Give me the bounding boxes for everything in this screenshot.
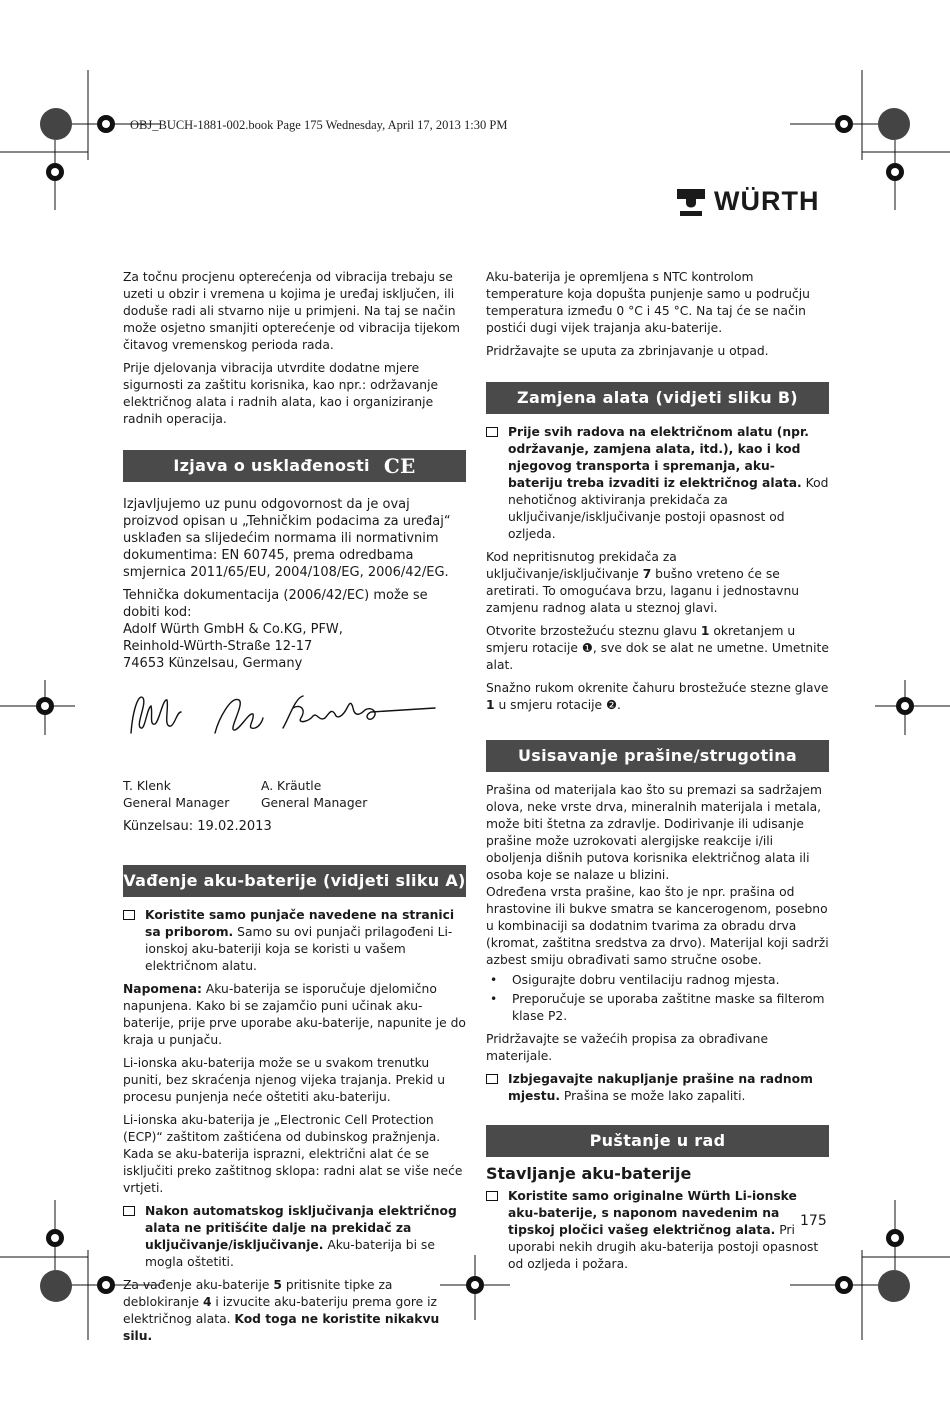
battery-insert-subheading: Stavljanje aku-baterije <box>486 1164 692 1183</box>
tool-change-heading: Zamjena alata (vidjeti sliku B) <box>486 382 829 414</box>
checkbox-icon <box>123 1206 135 1216</box>
warning-text: Samo su ovi punjači prilagođeni Li-ionskoj aku-bateriji koja se koristi u vašem električnom alatu. <box>145 925 453 973</box>
conformity-title: Izjava o usklađenosti <box>173 456 370 475</box>
warning-text: Aku-baterija bi se mogla oštetiti. <box>145 1238 435 1269</box>
signer-titles-row <box>123 795 466 812</box>
wurth-logo-icon <box>676 187 706 217</box>
regulations-paragraph: Pridržavajte se važećih propisa za obrađivane materijale. <box>486 1032 769 1063</box>
checklist-item <box>123 1203 466 1271</box>
warning-text: Pri uporabi nekih drugih aku-baterija postoji opasnost od ozljeda i požara. <box>508 1223 819 1271</box>
signer-name: A. Kräutle <box>261 779 322 793</box>
checkbox-icon <box>486 427 498 437</box>
signer-title: General Manager <box>123 796 230 810</box>
signer-title: General Manager <box>261 796 368 810</box>
checkbox-icon <box>486 1191 498 1201</box>
book-header: OBJ_BUCH-1881-002.book Page 175 Wednesday, April 17, 2013 1:30 PM <box>130 118 508 132</box>
signer-name: T. Klenk <box>123 779 171 793</box>
dust-hazard-paragraph: Prašina od materijala kao što su premazi sa sadržajem olova, neke vrste drva, mineralnih materijala i metala, može biti štetna za zdravlje. Dodirivanje ili udisanje prašine može uzrokovati alergijske reakcije i/ili oboljenja dišnih putova korisnika električnog alata ili osoba koje se nalaze u blizini. <box>486 783 822 882</box>
liion-charging-paragraph: Li-ionska aku-baterija može se u svakom trenutku puniti, bez skraćenja njenog vijeka trajanja. Prekid u procesu punjenja neće oštetiti aku-bateriju. <box>123 1056 446 1104</box>
brand-logo <box>676 186 819 217</box>
signatures-image <box>123 678 443 748</box>
place-date: Künzelsau: 19.02.2013 <box>123 819 272 834</box>
page-number: 175 <box>800 1213 827 1229</box>
checkbox-icon <box>486 1074 498 1084</box>
conformity-paragraph: Izjavljujemo uz punu odgovornost da je ovaj proizvod opisan u „Tehničkim podacima za uređaj“ usklađen sa slijedećim normama ili normativnim dokumentima: EN 60745, prema odredbama smjernica 2011/65/EU, 2004/108/EG, 2006/42/EG. <box>123 497 451 580</box>
note-paragraph <box>123 981 466 1049</box>
warning-bold: Koristite samo originalne Würth Li-ionske aku-baterije, s naponom navedenim na tipskoj pločici vašeg električnog alata. <box>508 1189 797 1237</box>
checkbox-icon <box>123 910 135 920</box>
startup-heading: Puštanje u rad <box>486 1125 829 1157</box>
ntc-paragraph: Aku-baterija je opremljena s NTC kontrolom temperature koja dopušta punjenje samo u području temperatura između 0 °C i 45 °C. Na taj će se način postići dugi vijek trajanja aku-baterije. <box>486 270 810 335</box>
note-label: Napomena: <box>123 982 202 996</box>
warning-text: Kod nehotičnog aktiviranja prekidača za uključivanje/isključivanje postoji opasnost od ozljeda. <box>508 476 829 541</box>
brand-name: WÜRTH <box>714 186 820 216</box>
bullet-icon: • <box>490 992 498 1006</box>
warning-bold: Izbjegavajte nakupljanje prašine na radnom mjestu. <box>508 1072 813 1103</box>
safety-measures-paragraph: Prije djelovanja vibracija utvrdite dodatne mjere sigurnosti za zaštitu korisnika, kao npr.: održavanje električnog alata i radnih alata, kao i organiziranje radnih operacija. <box>123 361 439 426</box>
note-text: Aku-baterija se isporučuje djelomično napunjena. Kako bi se zajamčio puni učinak aku-baterije, prije prve uporabe aku-baterije, napunite je do kraja u punjaču. <box>123 982 466 1047</box>
bullet-item: • Osigurajte dobru ventilaciju radnog mjesta. <box>486 972 829 989</box>
battery-removal-heading: Vađenje aku-baterije (vidjeti sliku A) <box>123 865 466 897</box>
address-line: 74653 Künzelsau, Germany <box>123 656 303 671</box>
ecp-paragraph: Li-ionska aku-baterija je „Electronic Cell Protection (ECP)“ zaštitom zaštićena od dubinskog pražnjenja. Kada se aku-baterija isprazni, električni alat će se isključiti preko zaštitnog sklopa: radni alat se više neće vrtjeti. <box>123 1113 463 1195</box>
warning-bold: Koristite samo punjače navedene na stranici sa priborom. <box>145 908 455 939</box>
right-column <box>486 269 829 1279</box>
checklist-item <box>486 424 829 543</box>
checklist-item <box>486 1071 829 1105</box>
close-chuck-paragraph: Snažno rukom okrenite čahuru brostežuće stezne glave 1 u smjeru rotacije ❷. <box>486 681 829 712</box>
documentation-address <box>123 587 466 672</box>
carcinogen-paragraph: Određena vrsta prašine, kao što je npr. prašina od hrastovine ili bukve smatra se kancerogenom, posebno u kombinaciji sa dodatnim tvarima za obradu drva (kromat, zaštitna sredstva za drvo). Materijal koji sadrži azbest smiju obrađivati samo stručne osobe. <box>486 885 829 967</box>
removal-paragraph: Za vađenje aku-baterije 5 pritisnite tipke za deblokiranje 4 i izvucite aku-bateriju prema gore iz električnog alata. Kod toga ne koristite nikakvu silu. <box>123 1278 440 1343</box>
bullet-item: • Preporučuje se uporaba zaštitne maske sa filterom klase P2. <box>486 991 829 1025</box>
vibration-paragraph: Za točnu procjenu opterećenja od vibracija trebaju se uzeti u obzir i vremena u kojima je uređaj isključen, ili doduše radi ali stvarno nije u primjeni. Na taj se način može osjetno smanjiti opterećenje od vibracija tijekom čitavog vremenskog perioda rada. <box>123 270 460 352</box>
left-column <box>123 269 466 1351</box>
address-line: Adolf Würth GmbH & Co.KG, PFW, <box>123 622 343 637</box>
conformity-heading <box>123 450 466 482</box>
checklist-item <box>486 1188 829 1273</box>
address-line: Reinhold-Würth-Straße 12-17 <box>123 639 313 654</box>
dust-extraction-heading: Usisavanje prašine/strugotina <box>486 740 829 772</box>
disposal-paragraph: Pridržavajte se uputa za zbrinjavanje u otpad. <box>486 344 769 358</box>
checklist-item <box>123 907 466 975</box>
spindle-paragraph: Kod nepritisnutog prekidača za uključivanje/isključivanje 7 bušno vreteno će se aretirati. To omogućava brzu, laganu i jednostavnu zamjenu radnog alata u steznoj glavi. <box>486 550 800 615</box>
open-chuck-paragraph: Otvorite brzostežuću steznu glavu 1 okretanjem u smjeru rotacije ❶, sve dok se alat ne umetne. Umetnite alat. <box>486 624 829 672</box>
ce-mark-icon: CE <box>383 454 416 478</box>
signer-names-row <box>123 778 466 795</box>
bullet-icon: • <box>490 973 498 987</box>
warning-text: Prašina se može lako zapaliti. <box>560 1089 746 1103</box>
warning-bold: Nakon automatskog isključivanja električnog alata ne pritišćite dalje na prekidač za uključivanje/isključivanje. <box>145 1204 457 1252</box>
address-line: Tehnička dokumentacija (2006/42/EC) može se dobiti kod: <box>123 588 428 620</box>
warning-bold: Prije svih radova na električnom alatu (npr. održavanje, zamjena alata, itd.), kao i kod njegovog transporta i spremanja, aku-bateriju treba izvaditi iz električnog alata. <box>508 425 809 490</box>
